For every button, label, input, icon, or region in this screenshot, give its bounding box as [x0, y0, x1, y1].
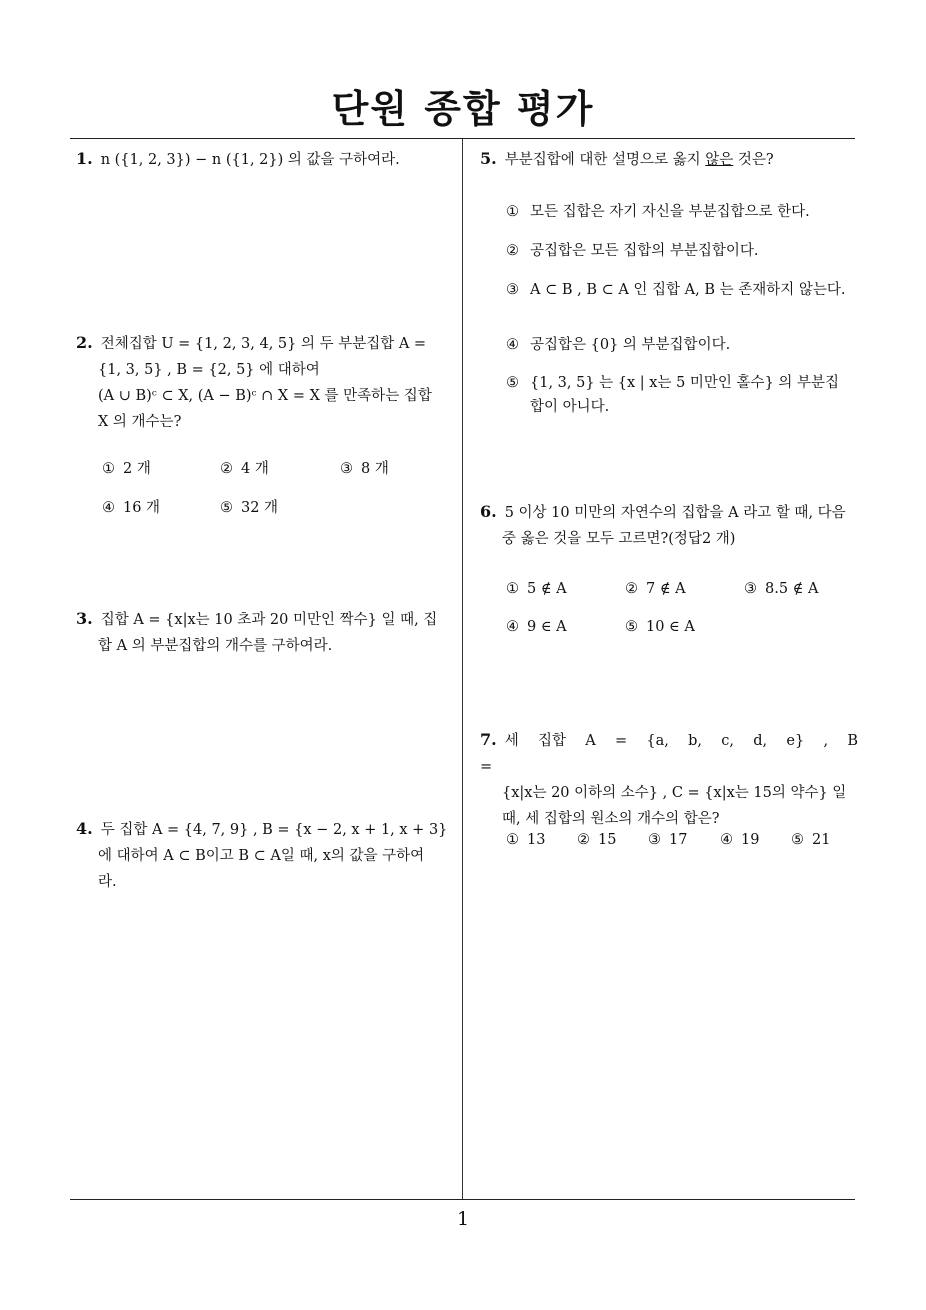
question-text-line: (A ∪ B)ᶜ ⊂ X, (A − B)ᶜ ∩ X = X 를 만족하는 집합: [98, 388, 432, 404]
question-number: 4.: [76, 819, 93, 838]
question-1: [76, 146, 456, 173]
option-text: 15: [598, 832, 617, 848]
question-text: n ({1, 2, 3}) − n ({1, 2}) 의 값을 구하여라.: [100, 152, 400, 168]
answer-option[interactable]: [744, 578, 818, 600]
option-text: 7 ∉ A: [646, 581, 686, 597]
question-text-line: {x|x는 20 이하의 소수} , C = {x|x는 15의 약수} 일: [502, 785, 847, 801]
option-mark: ②: [220, 461, 233, 477]
answer-option[interactable]: [220, 497, 278, 519]
question-text: 것은?: [733, 152, 774, 168]
option-text: 공집합은 모든 집합의 부분집합이다.: [530, 243, 759, 259]
answer-option[interactable]: [577, 829, 616, 851]
question-text-line: 중 옳은 것을 모두 고르면?(정답2 개): [502, 531, 736, 547]
option-text: {1, 3, 5} 는 {x | x는 5 미만인 홀수} 의 부분집합이 아니다.: [530, 375, 840, 415]
option-mark: ⑤: [506, 375, 519, 391]
answer-option[interactable]: [102, 497, 160, 519]
question-text-line: X 의 개수는?: [98, 414, 182, 430]
answer-option[interactable]: [506, 578, 567, 600]
question-2: [76, 330, 456, 435]
option-text: 공집합은 {0} 의 부분집합이다.: [530, 337, 731, 353]
option-text: 10 ∈ A: [646, 619, 695, 635]
option-text: 17: [669, 832, 688, 848]
answer-option[interactable]: [506, 239, 851, 263]
option-mark: ③: [340, 461, 353, 477]
option-mark: ①: [102, 461, 115, 477]
question-text-line: {1, 3, 5} , B = {2, 5} 에 대하여: [98, 362, 320, 378]
option-text: 13: [527, 832, 546, 848]
answer-option[interactable]: [791, 829, 830, 851]
option-text: 16 개: [123, 500, 161, 516]
option-text: 모든 집합은 자기 자신을 부분집합으로 한다.: [530, 204, 810, 220]
question-text-line: 전체집합 U = {1, 2, 3, 4, 5} 의 두 부분집합 A =: [100, 336, 427, 352]
question-number: 1.: [76, 149, 93, 168]
option-mark: ③: [648, 832, 661, 848]
option-text: 8.5 ∉ A: [765, 581, 819, 597]
option-mark: ②: [577, 832, 590, 848]
option-mark: ②: [625, 581, 638, 597]
option-mark: ③: [744, 581, 757, 597]
question-text-line: 세 집합 A = {a, b, c, d, e} , B =: [480, 733, 858, 775]
question-6: [480, 499, 858, 552]
answer-option[interactable]: [506, 333, 851, 357]
option-text: 2 개: [123, 461, 151, 477]
answer-option[interactable]: [220, 458, 269, 480]
option-mark: ③: [506, 282, 519, 298]
question-text-line: 5 이상 10 미만의 자연수의 집합을 A 라고 할 때, 다음: [504, 505, 846, 521]
answer-option[interactable]: [102, 458, 151, 480]
question-number: 5.: [480, 149, 497, 168]
question-5: [480, 146, 858, 173]
page-title: 단원 종합 평가: [331, 87, 595, 131]
answer-option[interactable]: [506, 278, 851, 302]
answer-option[interactable]: [506, 616, 567, 638]
bottom-rule: [70, 1199, 855, 1200]
question-text-line: 라.: [98, 874, 117, 890]
answer-option[interactable]: [720, 829, 759, 851]
page-number: 1: [456, 1208, 470, 1230]
question-text-line: 집합 A = {x|x는 10 초과 20 미만인 짝수} 일 때, 집: [100, 612, 438, 628]
option-text: 9 ∈ A: [527, 619, 567, 635]
question-text-line: 두 집합 A = {4, 7, 9} , B = {x − 2, x + 1, x + 3}: [100, 822, 448, 838]
option-text: A ⊂ B , B ⊂ A 인 집합 A, B 는 존재하지 않는다.: [530, 282, 846, 298]
question-3: [76, 606, 456, 659]
question-number: 7.: [480, 730, 497, 749]
option-text: 21: [812, 832, 831, 848]
option-text: 32 개: [241, 500, 279, 516]
option-mark: ④: [506, 619, 519, 635]
question-text: 부분집합에 대한 설명으로 옳지: [504, 152, 706, 168]
option-mark: ④: [506, 337, 519, 353]
question-text-line: 때, 세 집합의 원소의 개수의 합은?: [502, 811, 720, 827]
option-text: 4 개: [241, 461, 269, 477]
question-text-line: 에 대하여 A ⊂ B이고 B ⊂ A일 때, x의 값을 구하여: [98, 848, 425, 864]
answer-option[interactable]: [506, 829, 545, 851]
answer-option[interactable]: [648, 829, 687, 851]
option-mark: ④: [720, 832, 733, 848]
question-text-line: 합 A 의 부분집합의 개수를 구하여라.: [98, 638, 333, 654]
answer-option[interactable]: [506, 371, 851, 419]
option-mark: ①: [506, 204, 519, 220]
option-mark: ②: [506, 243, 519, 259]
option-mark: ⑤: [220, 500, 233, 516]
answer-option[interactable]: [625, 616, 695, 638]
option-text: 5 ∉ A: [527, 581, 567, 597]
question-number: 2.: [76, 333, 93, 352]
question-number: 3.: [76, 609, 93, 628]
question-4: [76, 816, 456, 895]
column-divider: [462, 139, 463, 1199]
question-number: 6.: [480, 502, 497, 521]
answer-option[interactable]: [340, 458, 389, 480]
question-7: [480, 727, 858, 832]
option-mark: ①: [506, 832, 519, 848]
option-text: 8 개: [361, 461, 389, 477]
option-mark: ⑤: [625, 619, 638, 635]
option-text: 19: [741, 832, 760, 848]
answer-option[interactable]: [506, 200, 851, 224]
option-mark: ④: [102, 500, 115, 516]
answer-option[interactable]: [625, 578, 686, 600]
option-mark: ①: [506, 581, 519, 597]
question-text-underlined: 않은: [705, 152, 734, 168]
option-mark: ⑤: [791, 832, 804, 848]
